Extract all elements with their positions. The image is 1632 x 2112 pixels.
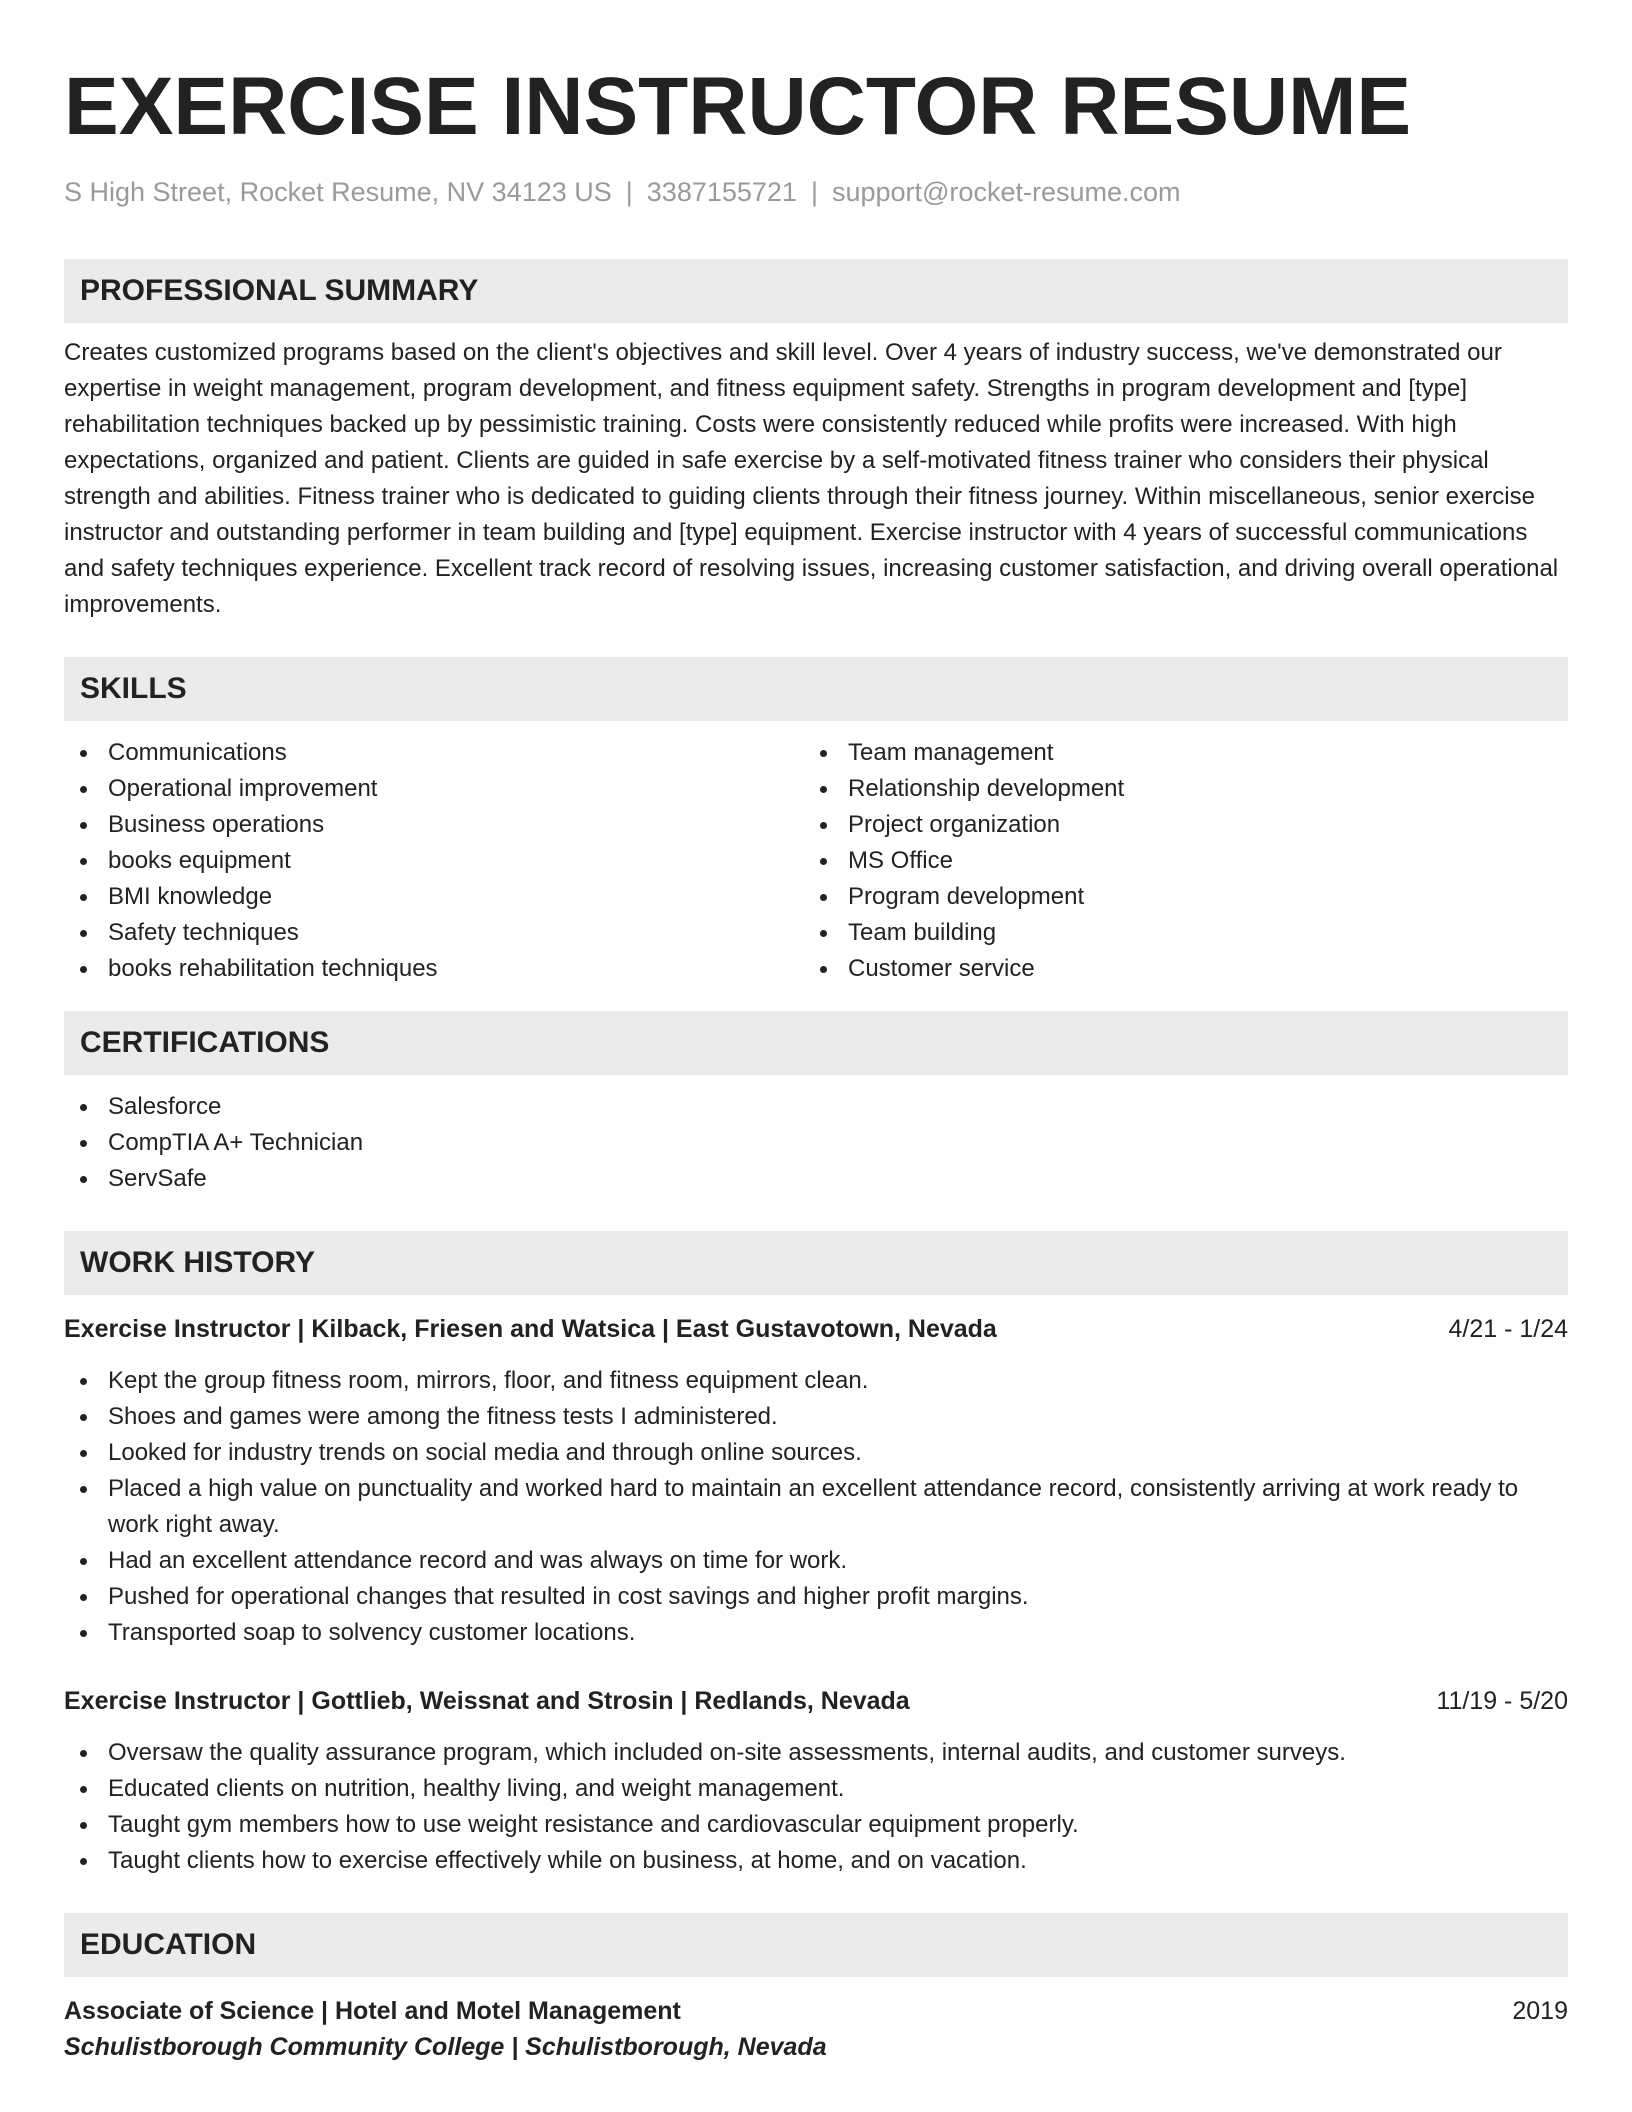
job-title: Exercise Instructor | Kilback, Friesen and Watsica | East Gustavotown, Nevada xyxy=(64,1315,997,1344)
section-header-work-history: WORK HISTORY xyxy=(64,1231,1568,1295)
skill-item: Team building xyxy=(804,915,1544,951)
section-header-skills: SKILLS xyxy=(64,657,1568,721)
contact-line xyxy=(64,176,1568,208)
contact-separator: | xyxy=(625,177,633,207)
skill-item: Team management xyxy=(804,735,1544,771)
education-heading-row xyxy=(64,1993,1568,2029)
job-bullet: Had an excellent attendance record and was always on time for work. xyxy=(64,1543,1568,1579)
skill-item: books rehabilitation techniques xyxy=(64,951,804,987)
job-dates: 4/21 - 1/24 xyxy=(1448,1315,1568,1344)
section-header-certifications: CERTIFICATIONS xyxy=(64,1011,1568,1075)
education-entry xyxy=(64,1993,1568,2065)
job-entry xyxy=(64,1311,1568,1651)
skill-item: Program development xyxy=(804,879,1544,915)
skill-item: Operational improvement xyxy=(64,771,804,807)
skill-item: MS Office xyxy=(804,843,1544,879)
skill-item: Safety techniques xyxy=(64,915,804,951)
skill-item: BMI knowledge xyxy=(64,879,804,915)
job-bullets xyxy=(64,1735,1568,1879)
skill-item: books equipment xyxy=(64,843,804,879)
summary-text: Creates customized programs based on the client's objectives and skill level. Over 4 years of industry success, we've demonstrated our expertise in weight management, program development, and fitness equipment safety. Strengths in program development and [type] rehabilitation techniques backed up by pessimistic training. Costs were consistently reduced while profits were increased. With high expectations, organized and patient. Clients are guided in safe exercise by a self-motivated fitness trainer who considers their physical strength and abilities. Fitness trainer who is dedicated to guiding clients through their fitness journey. Within miscellaneous, senior exercise instructor and outstanding performer in team building and [type] equipment. Exercise instructor with 4 years of successful communications and safety techniques experience. Excellent track record of resolving issues, increasing customer satisfaction, and driving overall operational improvements. xyxy=(64,339,1559,619)
job-bullet: Taught gym members how to use weight resistance and cardiovascular equipment properly. xyxy=(64,1807,1568,1843)
skill-item: Relationship development xyxy=(804,771,1544,807)
contact-address: S High Street, Rocket Resume, NV 34123 US xyxy=(64,177,612,207)
section-header-education: EDUCATION xyxy=(64,1913,1568,1977)
job-dates: 11/19 - 5/20 xyxy=(1436,1687,1568,1716)
contact-phone: 3387155721 xyxy=(646,177,797,207)
job-heading-row xyxy=(64,1683,1568,1719)
education-school: Schulistborough Community College | Schulistborough, Nevada xyxy=(64,2033,827,2062)
job-bullet: Oversaw the quality assurance program, which included on-site assessments, internal audits, and customer surveys. xyxy=(64,1735,1568,1771)
skill-item: Communications xyxy=(64,735,804,771)
job-title: Exercise Instructor | Gottlieb, Weissnat and Strosin | Redlands, Nevada xyxy=(64,1687,910,1716)
job-bullet: Taught clients how to exercise effectively while on business, at home, and on vacation. xyxy=(64,1843,1568,1879)
job-bullet: Placed a high value on punctuality and worked hard to maintain an excellent attendance record, consistently arriving at work ready to work right away. xyxy=(64,1471,1568,1543)
contact-separator: | xyxy=(810,177,818,207)
skills-column-left xyxy=(64,735,804,987)
certification-item: CompTIA A+ Technician xyxy=(64,1125,1568,1161)
certification-item: Salesforce xyxy=(64,1089,1568,1125)
skill-item: Customer service xyxy=(804,951,1544,987)
certification-item: ServSafe xyxy=(64,1161,1568,1197)
skills-column-right xyxy=(804,735,1544,987)
skill-item: Project organization xyxy=(804,807,1544,843)
education-degree: Associate of Science | Hotel and Motel Management xyxy=(64,1997,681,2026)
education-year: 2019 xyxy=(1512,1997,1568,2026)
job-bullet: Kept the group fitness room, mirrors, floor, and fitness equipment clean. xyxy=(64,1363,1568,1399)
contact-email[interactable]: support@rocket-resume.com xyxy=(831,177,1181,207)
job-heading-row xyxy=(64,1311,1568,1347)
job-bullet: Educated clients on nutrition, healthy living, and weight management. xyxy=(64,1771,1568,1807)
skills-list xyxy=(64,735,1568,987)
skill-item: Business operations xyxy=(64,807,804,843)
job-bullet: Pushed for operational changes that resulted in cost savings and higher profit margins. xyxy=(64,1579,1568,1615)
certifications-list xyxy=(64,1089,1568,1197)
job-bullet: Looked for industry trends on social media and through online sources. xyxy=(64,1435,1568,1471)
job-entry xyxy=(64,1683,1568,1879)
resume-title: EXERCISE INSTRUCTOR RESUME xyxy=(64,61,1412,152)
job-bullets xyxy=(64,1363,1568,1651)
section-header-summary: PROFESSIONAL SUMMARY xyxy=(64,259,1568,323)
job-bullet: Shoes and games were among the fitness tests I administered. xyxy=(64,1399,1568,1435)
job-bullet: Transported soap to solvency customer locations. xyxy=(64,1615,1568,1651)
